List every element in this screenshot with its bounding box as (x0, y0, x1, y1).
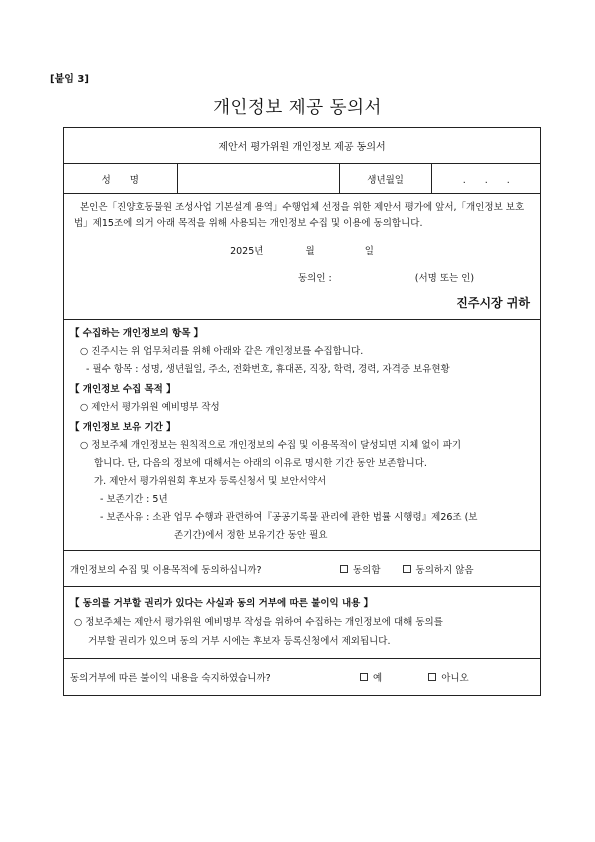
acknowledge-question-text: 동의거부에 따른 불이익 내용을 숙지하였습니까? (70, 673, 271, 684)
signer-label: 동의인 : (298, 273, 332, 284)
agree-option[interactable] (340, 562, 381, 576)
info-row (64, 164, 540, 194)
signer-line (74, 271, 530, 287)
birth-label: 생년월일 (340, 164, 433, 193)
yes-checkbox[interactable] (360, 673, 368, 681)
yes-label: 예 (373, 673, 383, 684)
no-option[interactable] (428, 670, 469, 684)
no-label: 아니오 (441, 673, 469, 684)
consent-statement (64, 194, 540, 320)
consent-body: 본인은「진양호동물원 조성사업 기본설계 용역」수행업체 선정을 위한 제안서 평가에 앞서,「개인정보 보호법」제15조에 의거 아래 목적을 위해 사용되는 개인정보 수집 및 이용에 동의합니다. (74, 202, 525, 229)
items-required: - 필수 항목 : 성명, 생년월일, 주소, 전화번호, 휴대폰, 직장, 학력, 경력, 자격증 보유현황 (86, 364, 450, 375)
consent-form (63, 127, 541, 696)
attachment-label: [붙임 3] (50, 74, 89, 85)
retention-reason-cont: 존기간)에서 정한 보유기간 동안 필요 (174, 530, 328, 541)
yes-option[interactable] (360, 670, 382, 684)
retention-line: ○ 정보주체 개인정보는 원칙적으로 개인정보의 수집 및 이용목적이 달성되면 지체 없이 파기 (80, 440, 462, 451)
disagree-label: 동의하지 않음 (415, 564, 474, 576)
agree-label: 동의함 (353, 564, 381, 576)
birth-field[interactable]: . . . (462, 174, 510, 186)
signature-field[interactable]: (서명 또는 인) (414, 273, 475, 284)
date-year: 2025년 (230, 246, 264, 257)
policy-sections (64, 320, 540, 551)
items-line: ○ 진주시는 위 업무처리를 위해 아래와 같은 개인정보를 수집합니다. (80, 346, 364, 357)
refusal-section (64, 587, 540, 659)
retention-heading: 【 개인정보 보유 기간 】 (70, 422, 176, 433)
retention-reason: - 보존사유 : 소관 업무 수행과 관련하여『공공기록물 관리에 관한 법률 시행령』제26조 (보 (100, 512, 478, 523)
date-month: 월 (305, 246, 315, 257)
name-label: 성 명 (64, 164, 178, 193)
consent-question (64, 551, 540, 587)
consent-question-text: 개인정보의 수집 및 이용목적에 동의하십니까? (70, 564, 262, 576)
date-line (74, 244, 530, 260)
retention-period: - 보존기간 : 5년 (100, 494, 168, 505)
purpose-heading: 【 개인정보 수집 목적 】 (70, 384, 176, 395)
refusal-line-cont: 거부할 권리가 있으며 동의 거부 시에는 후보자 등록신청에서 제외됩니다. (88, 636, 391, 647)
agree-checkbox[interactable] (340, 565, 348, 573)
document-title: 개인정보 제공 동의서 (213, 98, 382, 118)
retention-subitem: 가. 제안서 평가위원회 후보자 등록신청서 및 보안서약서 (94, 476, 327, 487)
form-header: 제안서 평가위원 개인정보 제공 동의서 (64, 128, 540, 164)
disagree-option[interactable] (403, 562, 474, 576)
disagree-checkbox[interactable] (403, 565, 411, 573)
name-field[interactable] (178, 164, 340, 193)
retention-line-cont: 합니다. 단, 다음의 정보에 대해서는 아래의 이유로 명시한 기간 동안 보존합니다. (94, 458, 427, 469)
date-day: 일 (364, 246, 374, 257)
recipient: 진주시장 귀하 (456, 296, 530, 310)
purpose-line: ○ 제안서 평가위원 예비명부 작성 (80, 402, 220, 413)
acknowledge-question (64, 659, 540, 695)
no-checkbox[interactable] (428, 673, 436, 681)
items-heading: 【 수집하는 개인정보의 항목 】 (70, 328, 204, 339)
refusal-line: ○ 정보주체는 제안서 평가위원 예비명부 작성을 위하여 수집하는 개인정보에 대해 동의를 (74, 617, 443, 628)
refusal-heading: 【 동의를 거부할 권리가 있다는 사실과 동의 거부에 따른 불이익 내용 】 (70, 598, 374, 609)
